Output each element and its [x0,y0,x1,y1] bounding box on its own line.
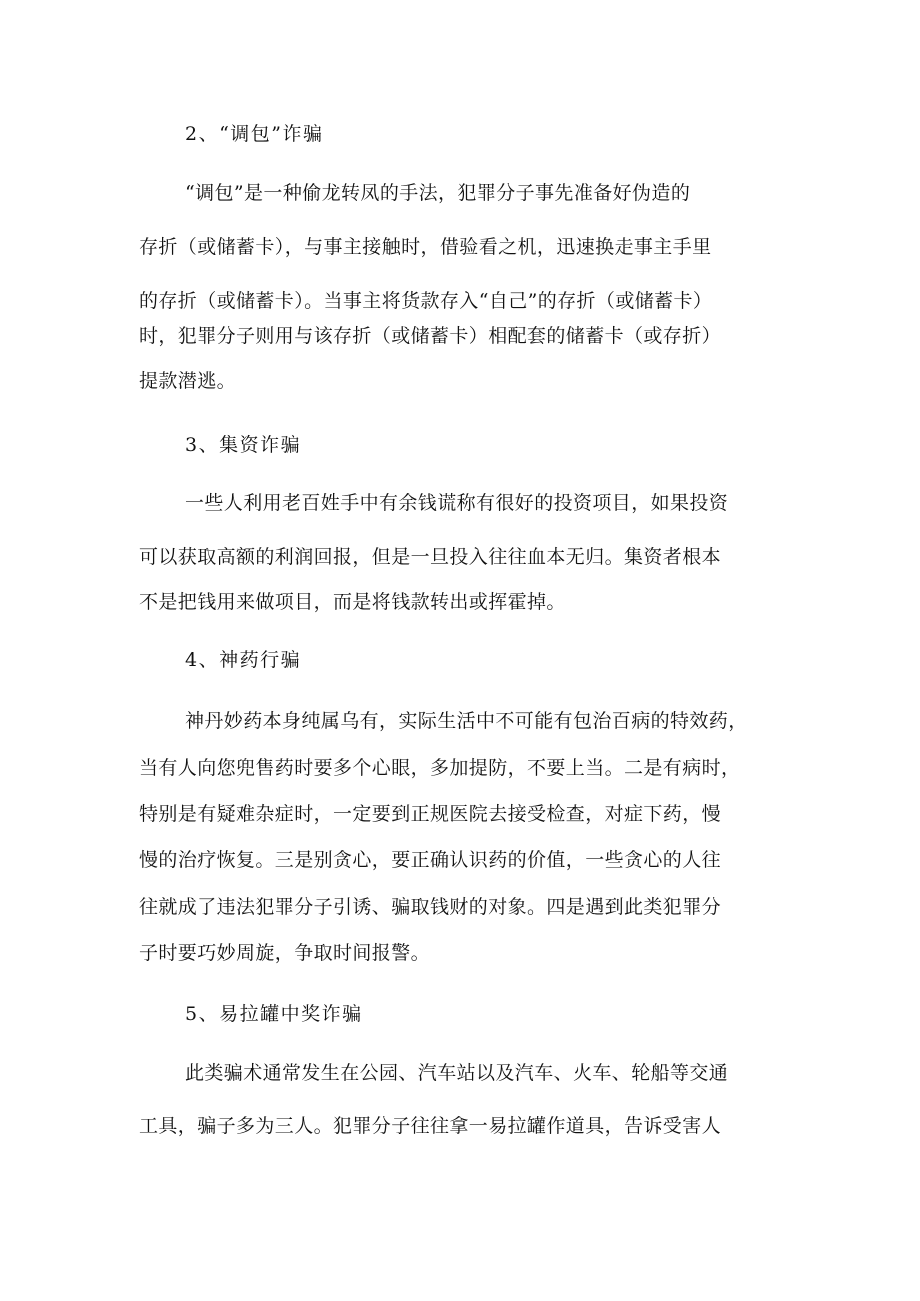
paragraph-line: 子时要巧妙周旋，争取时间报警。 [139,942,431,964]
paragraph-line: 一些人利用老百姓手中有余钱谎称有很好的投资项目，如果投资 [185,492,729,514]
section-heading: 5、易拉罐中奖诈骗 [185,1003,363,1025]
paragraph-line: 存折（或储蓄卡），与事主接触时，借验看之机，迅速换走事主手里 [139,236,712,258]
paragraph-line: “调包”是一种偷龙转凤的手法，犯罪分子事先准备好伪造的 [185,182,691,204]
section-heading: 3、集资诈骗 [185,434,302,456]
paragraph-line: 当有人向您兜售药时要多个心眼，多加提防，不要上当。二是有病时， [139,757,741,779]
paragraph-line: 此类骗术通常发生在公园、汽车站以及汽车、火车、轮船等交通 [185,1062,729,1084]
paragraph-line: 往就成了违法犯罪分子引诱、骗取钱财的对象。四是遇到此类犯罪分 [139,896,722,918]
paragraph-line: 提款潜逃。 [139,370,237,392]
paragraph-line: 时，犯罪分子则用与该存折（或储蓄卡）相配套的储蓄卡（或存折） [139,325,722,347]
paragraph-line: 的存折（或储蓄卡）。当事主将货款存入“自己”的存折（或储蓄卡） [139,290,713,312]
paragraph-line: 特别是有疑难杂症时，一定要到正规医院去接受检查，对症下药，慢 [139,803,722,825]
paragraph-line: 神丹妙药本身纯属乌有，实际生活中不可能有包治百病的特效药， [185,710,748,732]
paragraph-line: 不是把钱用来做项目，而是将钱款转出或挥霍掉。 [139,591,566,613]
paragraph-line: 工具，骗子多为三人。犯罪分子往往拿一易拉罐作道具，告诉受害人 [139,1115,722,1137]
section-heading: 2、“调包”诈骗 [185,123,324,145]
paragraph-line: 慢的治疗恢复。三是别贪心，要正确认识药的价值，一些贪心的人往 [139,849,722,871]
paragraph-line: 可以获取高额的利润回报，但是一旦投入往往血本无归。集资者根本 [139,546,722,568]
section-heading: 4、神药行骗 [185,649,302,671]
